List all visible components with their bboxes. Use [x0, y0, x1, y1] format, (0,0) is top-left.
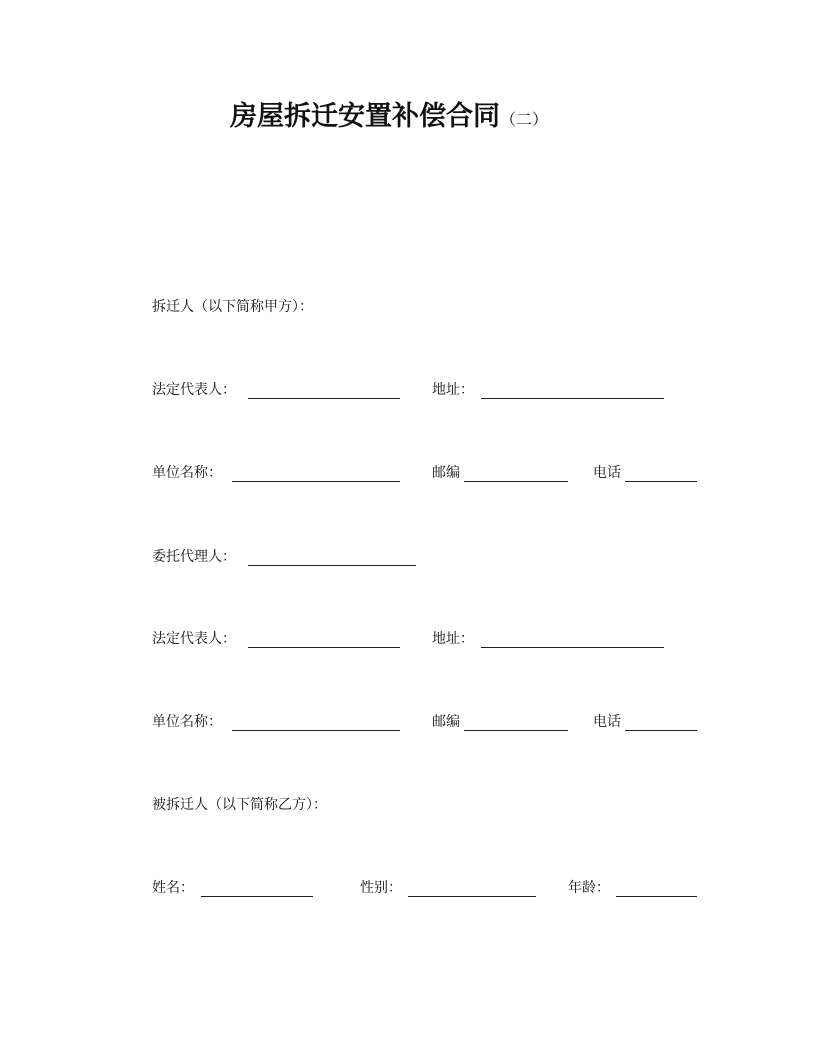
name-label: 姓名： — [152, 880, 194, 896]
legal-rep2-label: 法定代表人： — [152, 631, 236, 647]
agent-label: 委托代理人： — [152, 549, 236, 565]
age-field[interactable] — [616, 896, 697, 897]
title-main: 房屋拆迁安置补偿合同 — [230, 101, 500, 132]
postcode-field[interactable] — [464, 481, 568, 482]
party-b-heading: 被拆迁人（以下简称乙方）： — [152, 797, 327, 813]
title-sub: （二） — [500, 110, 549, 129]
postcode2-field[interactable] — [464, 730, 568, 731]
legal-rep-label: 法定代表人： — [152, 382, 236, 398]
agent-field[interactable] — [248, 565, 416, 566]
phone2-field[interactable] — [625, 730, 697, 731]
age-label: 年龄： — [568, 880, 610, 896]
unit-name2-field[interactable] — [232, 730, 400, 731]
unit-name-field[interactable] — [232, 481, 400, 482]
document-title — [230, 100, 548, 137]
phone-label: 电话 — [593, 465, 621, 481]
address2-label: 地址： — [432, 631, 474, 647]
address2-field[interactable] — [481, 647, 664, 648]
postcode2-label: 邮编 — [432, 714, 460, 730]
legal-rep2-field[interactable] — [248, 647, 400, 648]
postcode-label: 邮编 — [432, 465, 460, 481]
legal-rep-field[interactable] — [248, 398, 400, 399]
unit-name-label: 单位名称： — [152, 465, 222, 481]
address-label: 地址： — [432, 382, 474, 398]
name-field[interactable] — [201, 896, 313, 897]
party-a-heading: 拆迁人（以下简称甲方）： — [152, 299, 313, 315]
unit-name2-label: 单位名称： — [152, 714, 222, 730]
gender-label: 性别： — [360, 880, 402, 896]
gender-field[interactable] — [408, 896, 536, 897]
phone2-label: 电话 — [593, 714, 621, 730]
phone-field[interactable] — [625, 481, 697, 482]
address-field[interactable] — [481, 398, 664, 399]
